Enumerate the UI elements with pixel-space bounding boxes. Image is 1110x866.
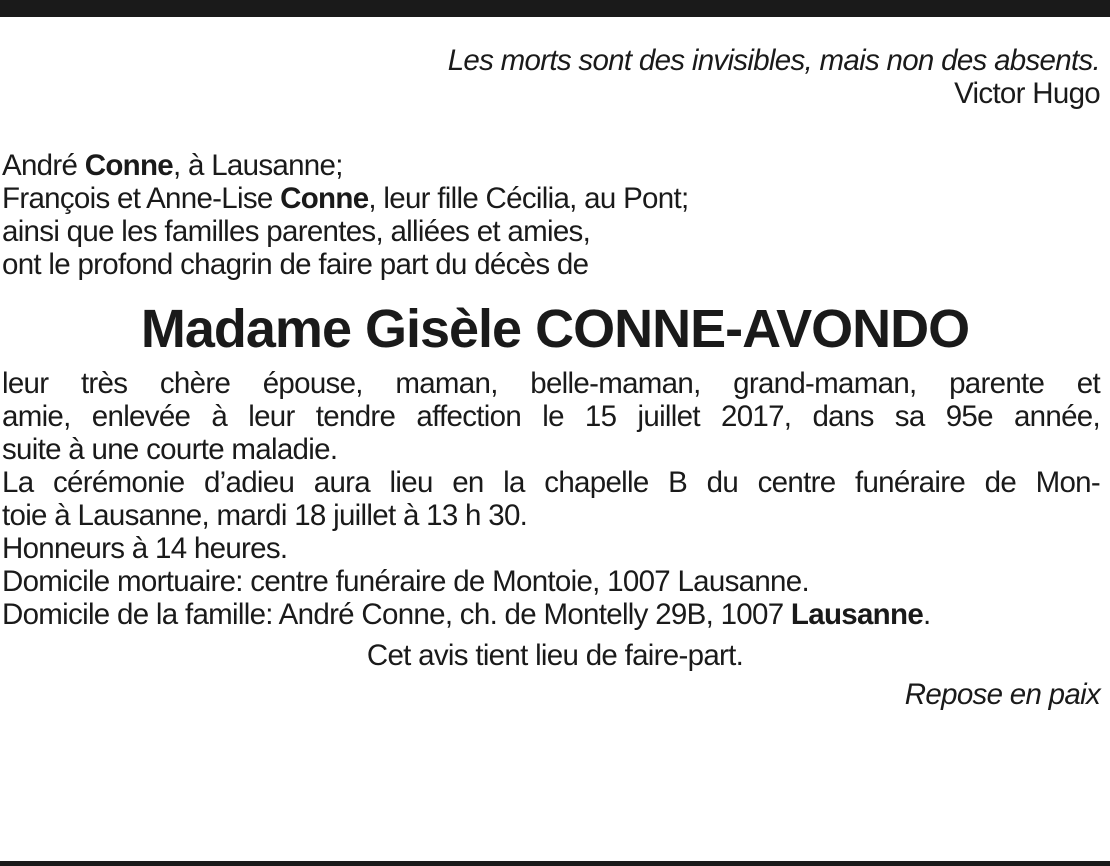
body-line-6: Honneurs à 14 heures.: [2, 532, 288, 565]
obituary-notice: [0, 40, 1110, 711]
family-announcement: [0, 149, 1110, 281]
family-line-3: ainsi que les familles parentes, alliées et amies,: [2, 215, 591, 248]
family-line-4: ont le profond chagrin de faire part du décès de: [2, 248, 589, 281]
body-line-1: leur très chère épouse, maman, belle-maman, grand-maman, parente et: [2, 367, 1100, 400]
family-line-1-text: André: [2, 149, 85, 182]
family-surname-2: Conne: [280, 182, 369, 215]
body-line-8: [2, 598, 1110, 631]
epigraph-quote: Les morts sont des invisibles, mais non des absents.: [447, 44, 1100, 77]
deceased-name: Madame Gisèle CONNE-AVONDO: [140, 299, 970, 359]
body-line-5: toie à Lausanne, mardi 18 juillet à 13 h 30.: [2, 499, 528, 532]
body-line-7: Domicile mortuaire: centre funéraire de Montoie, 1007 Lausanne.: [2, 565, 809, 598]
closing-statement: Cet avis tient lieu de faire-part.: [366, 639, 744, 672]
body-line-2: amie, enlevée à leur tendre affection le 15 juillet 2017, dans sa 95e année,: [2, 400, 1100, 433]
family-line-2-text: François et Anne-Lise: [2, 182, 281, 215]
epigraph-author: Victor Hugo: [954, 77, 1100, 110]
family-surname-1: Conne: [84, 149, 173, 182]
top-rule: [0, 0, 1110, 17]
notice-body: [0, 367, 1110, 631]
body-line-8-period: .: [923, 598, 931, 631]
body-line-8-city: Lausanne: [790, 598, 924, 631]
family-line-2-place: , leur fille Cécilia, au Pont;: [368, 182, 689, 215]
family-line-1-place: , à Lausanne;: [173, 149, 343, 182]
body-line-8-text: Domicile de la famille: André Conne, ch. de Montelly 29B, 1007: [2, 598, 791, 631]
bottom-rule: [0, 861, 1110, 866]
body-line-4: La cérémonie d’adieu aura lieu en la chapelle B du centre funéraire de Mon-: [2, 466, 1100, 499]
signoff: Repose en paix: [904, 678, 1100, 711]
body-line-3: suite à une courte maladie.: [2, 433, 338, 466]
family-line-1: [2, 149, 1110, 182]
family-line-2: [2, 182, 1110, 215]
